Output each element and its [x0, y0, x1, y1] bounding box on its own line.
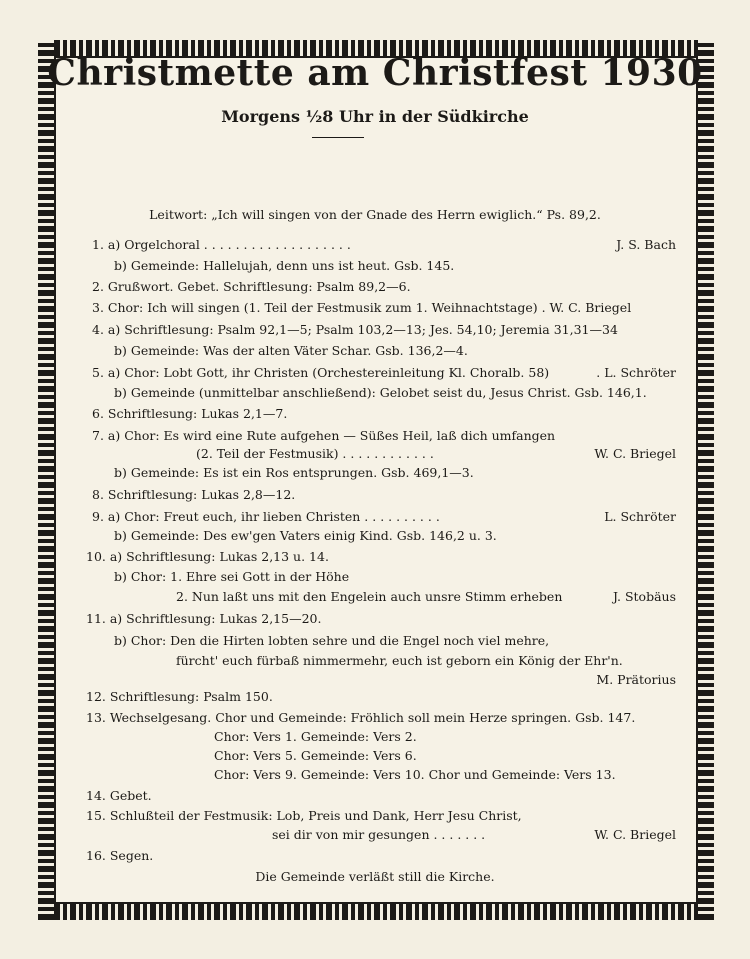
item-11b1: b) Chor: Den die Hirten lobten sehre und die Engel noch viel mehre, — [114, 633, 550, 648]
item-13-verses-3: Chor: Vers 9. Gemeinde: Vers 10. Chor und Gemeinde: Vers 13. — [214, 767, 616, 782]
page-title: Christmette am Christfest 1930 — [47, 52, 703, 94]
item-4a: 4. a) Schriftlesung: Psalm 92,1—5; Psalm 103,2—13; Jes. 54,10; Jeremia 31,31—34 — [92, 322, 618, 337]
item-6: 6. Schriftlesung: Lukas 2,1—7. — [92, 406, 288, 421]
item-2: 2. Grußwort. Gebet. Schriftlesung: Psalm 89,2—6. — [92, 279, 411, 294]
item-9a: 9. a) Chor: Freut euch, ihr lieben Christen . . . . . . . . . . — [92, 509, 440, 524]
item-5a: 5. a) Chor: Lobt Gott, ihr Christen (Orchestereinleitung Kl. Choralb. 58) — [92, 365, 550, 380]
border-left — [38, 40, 54, 920]
motto: Leitwort: „Ich will singen von der Gnade des Herrn ewiglich.“ Ps. 89,2. — [149, 207, 601, 222]
item-16: 16. Segen. — [86, 848, 154, 863]
item-10a: 10. a) Schriftlesung: Lukas 2,13 u. 14. — [86, 549, 329, 564]
page-subtitle: Morgens ½8 Uhr in der Südkirche — [221, 107, 529, 126]
item-1b: b) Gemeinde: Hallelujah, denn uns ist heut. Gsb. 145. — [114, 258, 455, 273]
item-11b2: fürcht' euch fürbaß nimmermehr, euch ist geborn ein König der Ehr'n. — [176, 653, 623, 668]
item-5b: b) Gemeinde (unmittelbar anschließend): Gelobet seist du, Jesus Christ. Gsb. 146,1. — [114, 385, 647, 400]
item-7a-composer: W. C. Briegel — [594, 446, 676, 461]
item-3: 3. Chor: Ich will singen (1. Teil der Festmusik zum 1. Weihnachtstage) . W. C. Briegel — [92, 300, 632, 315]
item-1a-composer: J. S. Bach — [616, 237, 676, 252]
item-8: 8. Schriftlesung: Lukas 2,8—12. — [92, 487, 296, 502]
item-15-cont: sei dir von mir gesungen . . . . . . . — [272, 827, 486, 842]
item-1a: 1. a) Orgelchoral . . . . . . . . . . . . . . . . . . . — [92, 237, 351, 252]
item-11b-composer: M. Prätorius — [596, 672, 676, 687]
item-13-verses-2: Chor: Vers 5. Gemeinde: Vers 6. — [214, 748, 417, 763]
closing-note: Die Gemeinde verläßt still die Kirche. — [255, 869, 495, 884]
border-right — [698, 40, 714, 920]
item-14: 14. Gebet. — [86, 788, 152, 803]
item-5a-composer: . L. Schröter — [596, 365, 676, 380]
item-7b: b) Gemeinde: Es ist ein Ros entsprungen. Gsb. 469,1—3. — [114, 465, 474, 480]
item-13-verses-1: Chor: Vers 1. Gemeinde: Vers 2. — [214, 729, 417, 744]
title-divider — [312, 137, 364, 138]
item-10b2: 2. Nun laßt uns mit den Engelein auch unsre Stimm erheben — [176, 589, 563, 604]
item-10b1: b) Chor: 1. Ehre sei Gott in der Höhe — [114, 569, 350, 584]
item-9a-composer: L. Schröter — [604, 509, 676, 524]
item-10b2-composer: J. Stobäus — [612, 589, 676, 604]
item-7a-cont: (2. Teil der Festmusik) . . . . . . . . . . . . — [196, 446, 434, 461]
item-7a: 7. a) Chor: Es wird eine Rute aufgehen — Süßes Heil, laß dich umfangen — [92, 428, 556, 443]
item-4b: b) Gemeinde: Was der alten Väter Schar. Gsb. 136,2—4. — [114, 343, 468, 358]
item-12: 12. Schriftlesung: Psalm 150. — [86, 689, 273, 704]
item-15: 15. Schlußteil der Festmusik: Lob, Preis und Dank, Herr Jesu Christ, — [86, 808, 522, 823]
item-13: 13. Wechselgesang. Chor und Gemeinde: Fröhlich soll mein Herze springen. Gsb. 147. — [86, 710, 636, 725]
item-9b: b) Gemeinde: Des ew'gen Vaters einig Kind. Gsb. 146,2 u. 3. — [114, 528, 497, 543]
item-15-composer: W. C. Briegel — [594, 827, 676, 842]
item-11a: 11. a) Schriftlesung: Lukas 2,15—20. — [86, 611, 322, 626]
